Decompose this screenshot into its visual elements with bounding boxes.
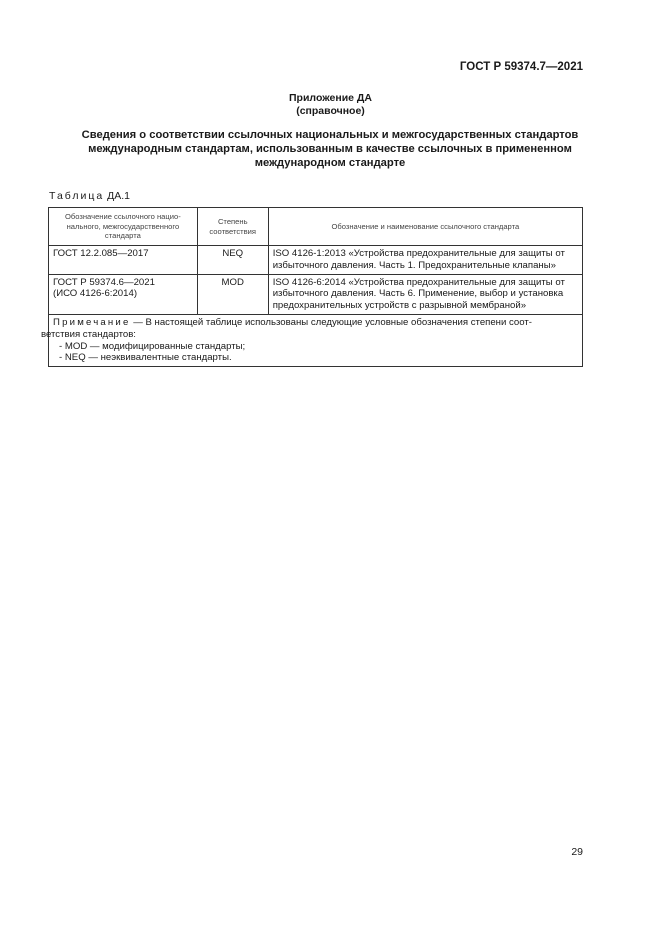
table-note: [41, 314, 583, 366]
header-line: Степень: [217, 216, 248, 226]
cell-line: избыточного давления. Часть 6. Применение, выбор и установка: [272, 288, 564, 300]
table-caption: [49, 190, 130, 202]
cell-national-standard: [49, 274, 198, 314]
note-item: - MOD — модифицированные стандарты;: [59, 340, 246, 352]
cell-line: предохранительных устройств с разрывной мембраной»: [272, 300, 527, 312]
note-first-line: [53, 317, 578, 329]
cell-degree: MOD: [197, 274, 268, 314]
cell-line: избыточного давления. Часть 1. Предохранительные клапаны»: [272, 259, 556, 271]
cell-national-standard: [49, 246, 198, 275]
annex-title-block: [0, 92, 661, 118]
cell-degree: NEQ: [197, 246, 268, 275]
cell-line: ГОСТ 12.2.085—2017: [53, 248, 149, 259]
table-note-row: [49, 314, 583, 366]
note-lead: Примечание: [53, 316, 131, 328]
annex-title: Приложение ДА: [289, 92, 372, 104]
cell-line: (ИСО 4126-6:2014): [53, 288, 138, 300]
document-code: ГОСТ Р 59374.7—2021: [459, 61, 583, 73]
header-line: нального, межгосударственного: [66, 221, 180, 231]
table-row: [49, 246, 583, 275]
header-international-standard: Обозначение и наименование ссылочного стандарта: [268, 208, 582, 246]
heading-line: международным стандартам, использованным в качестве ссылочных в примененном: [88, 143, 572, 155]
heading-line: международном стандарте: [254, 157, 406, 169]
cell-international-standard: [268, 274, 582, 314]
table-row: [49, 274, 583, 314]
section-heading: [40, 128, 620, 170]
cell-international-standard: [268, 246, 582, 275]
header-line: стандарта: [104, 231, 141, 241]
header-line: Обозначение ссылочного нацио-: [64, 212, 181, 222]
table-caption-number: ДА.1: [107, 190, 130, 202]
note-item: - NEQ — неэквивалентные стандарты.: [59, 352, 232, 364]
note-text-continued: ветствия стандартов:: [41, 328, 136, 340]
cell-line: ISO 4126-6:2014 «Устройства предохранительные для защиты от: [272, 276, 565, 288]
header-national-standard: [49, 208, 198, 246]
header-line: соответствия: [209, 226, 257, 236]
page-number: 29: [571, 846, 583, 858]
table-caption-lead: Таблица: [49, 190, 105, 202]
heading-line: Сведения о соответствии ссылочных национальных и межгосударственных стандартов: [81, 129, 579, 141]
note-text: — В настоящей таблице использованы следующие условные обозначения степени соот-: [130, 316, 532, 328]
cell-line: ГОСТ Р 59374.6—2021: [53, 276, 155, 288]
header-degree: [197, 208, 268, 246]
correspondence-table: [41, 207, 583, 367]
annex-subtitle: (справочное): [296, 105, 365, 117]
cell-line: ISO 4126-1:2013 «Устройства предохранительные для защиты от: [272, 248, 565, 259]
table-header-row: [49, 208, 583, 246]
